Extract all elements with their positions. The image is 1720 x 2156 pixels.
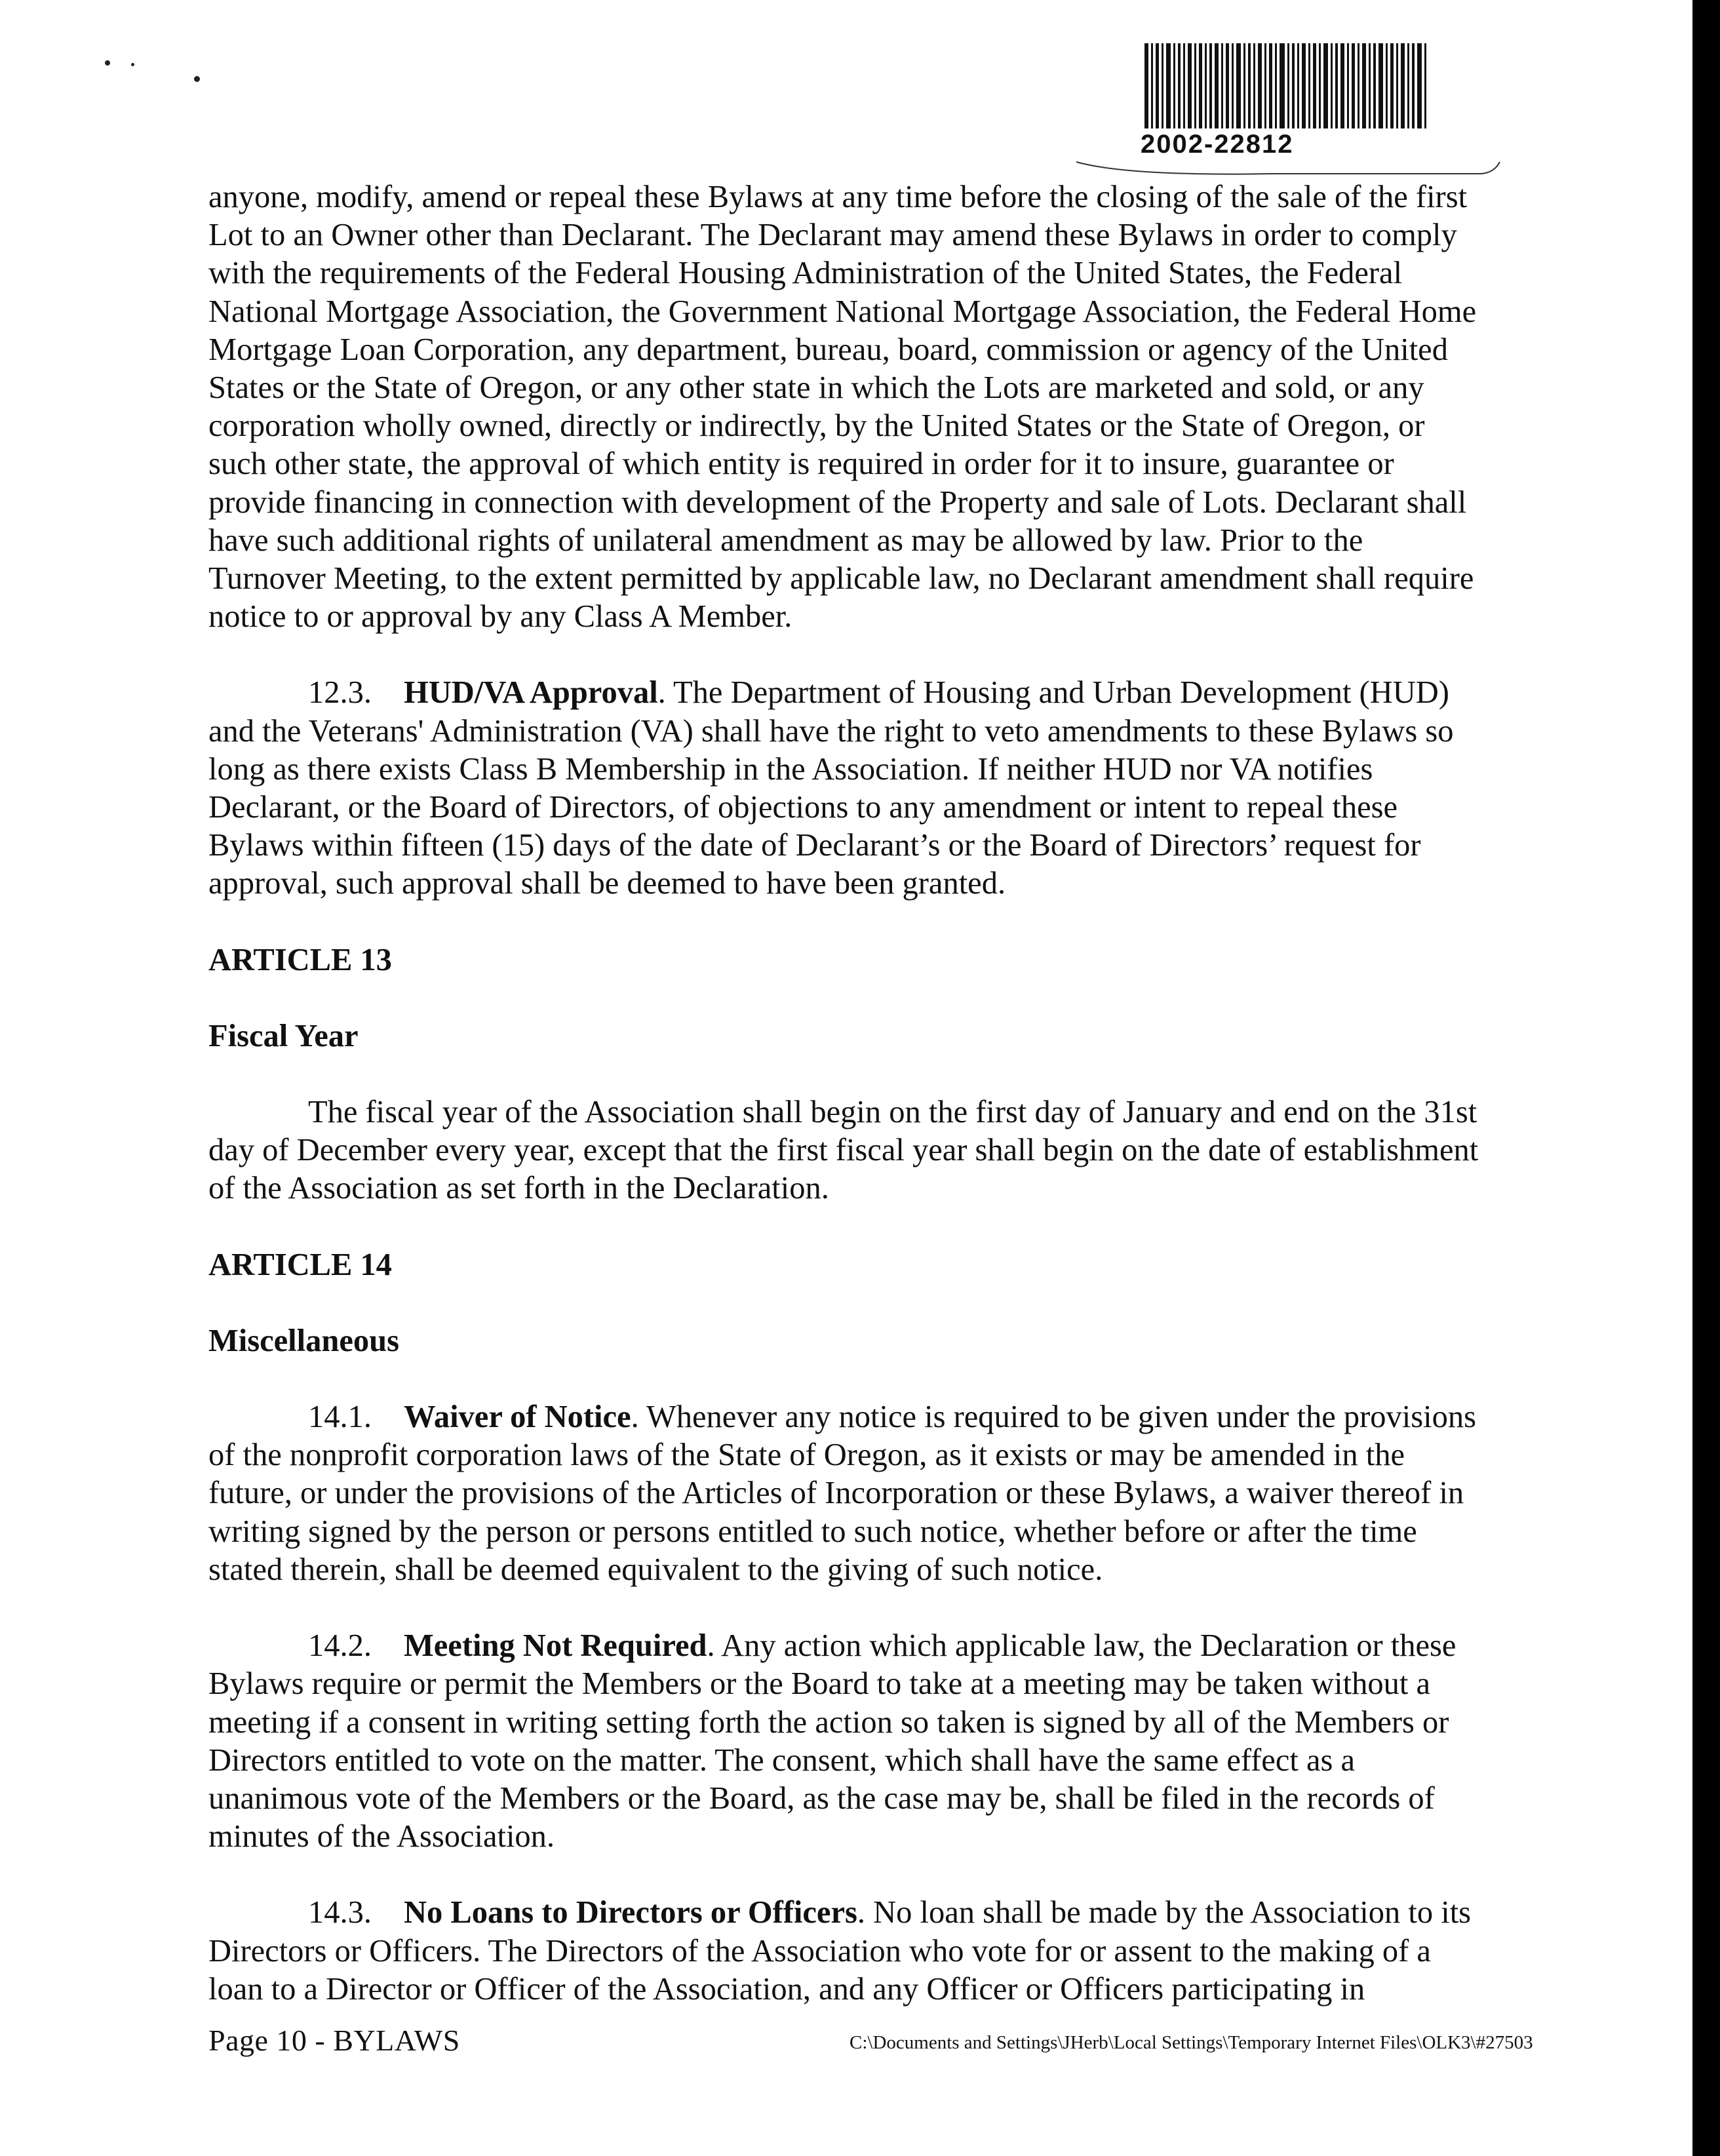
scan-edge-bar [1692,0,1720,2156]
footer-page-label: Page 10 - BYLAWS [208,2024,460,2057]
document-body [208,178,1480,2009]
section-14-2 [208,1627,1480,1856]
article-13-heading: ARTICLE 13 [208,942,392,977]
section-number: 14.3. [308,1895,372,1931]
article-13-paragraph: The fiscal year of the Association shall begin on the first day of January and end on the 31st day of December every year, except that the first fiscal year shall begin on the date of establishment of the Association as set forth in the Declaration. [208,1095,1479,1206]
footer-file-path: C:\Documents and Settings\JHerb\Local Settings\Temporary Internet Files\OLK3\#27503 [850,2032,1533,2053]
article-14-title: Miscellaneous [208,1323,399,1358]
article-13-title: Fiscal Year [208,1018,359,1053]
scan-speck [105,60,110,66]
section-14-3 [208,1894,1480,2009]
barcode-number: 2002-22812 [1141,130,1294,159]
scan-speck [194,76,200,82]
section-text: . Any action which applicable law, the Declaration or these Bylaws require or permit the Members or the Board to take at a meeting may be taken without a meeting if a consent in writing setting forth the action so taken is signed by all of the Members or Directors entitled to vote on the matter. The consent, which shall have the same effect as a unanimous vote of the Members or the Board, as the case may be, shall be filed in the records of minutes of the Association. [208,1628,1456,1854]
section-14-1 [208,1398,1480,1589]
scan-curve-line [1075,154,1501,180]
article-14-heading: ARTICLE 14 [208,1247,392,1282]
section-number: 14.2. [308,1628,372,1664]
barcode-bars [1141,43,1442,132]
section-12-3 [208,674,1480,903]
section-title: Waiver of Notice [404,1400,631,1435]
section-text: . The Department of Housing and Urban Development (HUD) and the Veterans' Administration (VA) shall have the right to veto amendments to these Bylaws so long as there exists Class B Membership in the Association. If neither HUD nor VA notifies Declarant, or the Board of Directors, of objections to any amendment or intent to repeal these Bylaws within fifteen (15) days of the date of Declarant’s or the Board of Directors’ request for approval, such approval shall be deemed to have been granted. [208,675,1454,901]
scan-speck [131,63,134,66]
section-title: No Loans to Directors or Officers [404,1895,857,1931]
section-title: Meeting Not Required [404,1628,707,1664]
section-text: . No loan shall be made by the Association to its Directors or Officers. The Directors of the Association who vote for or assent to the making of a loan to a Director or Officer of the Association, and any Officer or Officers participating in [208,1895,1472,2007]
section-title: HUD/VA Approval [404,675,658,711]
section-number: 12.3. [308,675,372,711]
section-text: . Whenever any notice is required to be given under the provisions of the nonprofit corporation laws of the State of Oregon, as it exists or may be amended in the future, or under the provisions of the Articles of Incorporation or these Bylaws, a waiver thereof in writing signed by the person or persons entitled to such notice, whether before or after the time stated therein, shall be deemed equivalent to the giving of such notice. [208,1400,1476,1587]
section-number: 14.1. [308,1400,372,1435]
barcode [1141,43,1442,168]
continuation-paragraph: anyone, modify, amend or repeal these Bylaws at any time before the closing of the sale of the first Lot to an Owner other than Declarant. The Declarant may amend these Bylaws in order to comply with the requirements of the Federal Housing Administration of the United States, the Federal National Mortgage Association, the Government National Mortgage Association, the Federal Home Mortgage Loan Corporation, any department, bureau, board, commission or agency of the United States or the State of Oregon, or any other state in which the Lots are marketed and sold, or any corporation wholly owned, directly or indirectly, by the United States or the State of Oregon, or such other state, the approval of which entity is required in order for it to insure, guarantee or provide financing in connection with development of the Property and sale of Lots. Declarant shall have such additional rights of unilateral amendment as may be allowed by law. Prior to the Turnover Meeting, to the extent permitted by applicable law, no Declarant amendment shall require notice to or approval by any Class A Member. [208,180,1477,635]
